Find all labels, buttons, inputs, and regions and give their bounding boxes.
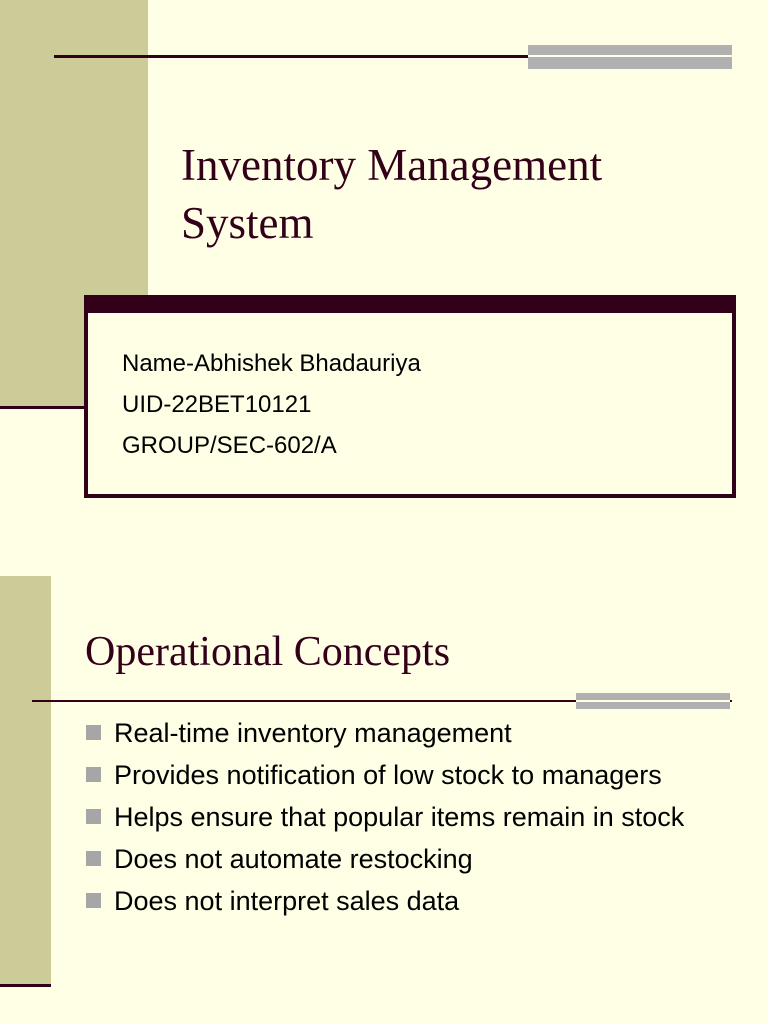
list-item-text: Real-time inventory management — [114, 718, 512, 748]
list-item — [86, 800, 736, 834]
section-title: Operational Concepts — [85, 629, 451, 675]
list-item-text: Helps ensure that popular items remain in stock — [114, 802, 685, 832]
left-accent-line — [0, 984, 51, 987]
info-box-text — [122, 343, 421, 466]
left-accent-line — [0, 406, 86, 409]
title-line-1: Inventory Management — [181, 140, 603, 190]
square-bullet-icon — [86, 851, 101, 866]
gray-accent-bar — [576, 693, 730, 709]
list-item — [86, 884, 736, 918]
list-item — [86, 716, 736, 750]
student-name: Name-Abhishek Bhadauriya — [122, 350, 421, 377]
student-uid: UID-22BET10121 — [122, 391, 312, 418]
title-line-2: System — [181, 198, 314, 248]
list-item — [86, 758, 736, 792]
list-item-text: Provides notification of low stock to managers — [114, 760, 662, 790]
slide-title-heading — [181, 136, 741, 252]
concept-list — [86, 716, 736, 926]
square-bullet-icon — [86, 893, 101, 908]
list-item — [86, 842, 736, 876]
square-bullet-icon — [86, 767, 101, 782]
list-item-text: Does not automate restocking — [114, 844, 473, 874]
square-bullet-icon — [86, 809, 101, 824]
student-group: GROUP/SEC-602/A — [122, 432, 337, 459]
slide-operational-concepts — [0, 576, 768, 1024]
left-accent-bar — [0, 576, 51, 986]
square-bullet-icon — [86, 725, 101, 740]
list-item-text: Does not interpret sales data — [114, 886, 460, 916]
gray-accent-bar — [528, 45, 732, 69]
